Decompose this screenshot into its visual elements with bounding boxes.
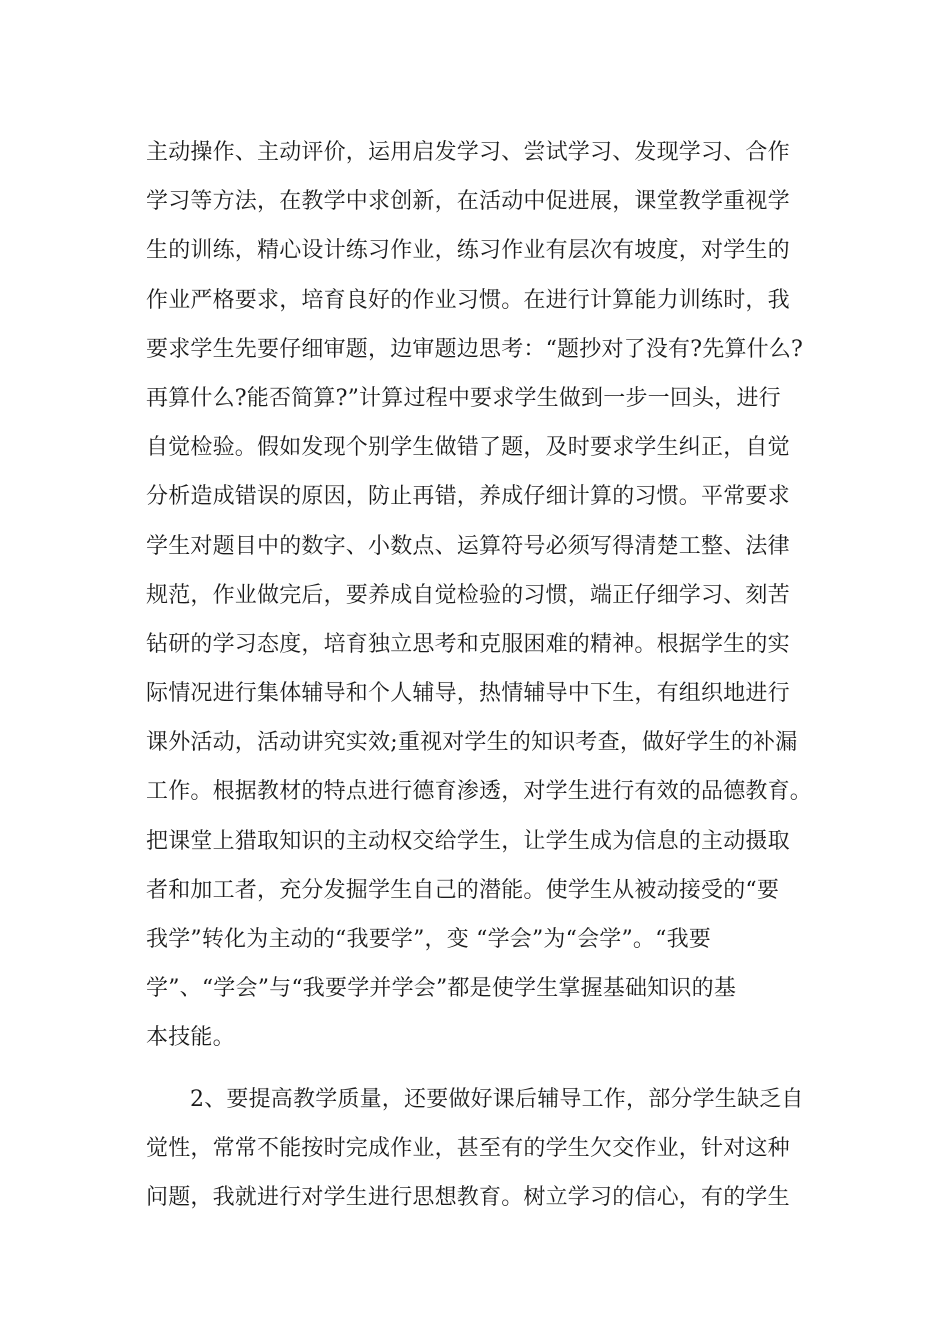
text-line: 把课堂上猎取知识的主动权交给学生，让学生成为信息的主动摄取 bbox=[146, 828, 790, 854]
text-line: 学”、“学会”与“我要学并学会”都是使学生掌握基础知识的基 bbox=[146, 976, 737, 1002]
paragraph-gap bbox=[146, 1063, 816, 1075]
text-line: 课外活动，活动讲究实效;重视对学生的知识考查，做好学生的补漏 bbox=[146, 730, 798, 756]
text-line: 问题，我就进行对学生进行思想教育。树立学习的信心，有的学生 bbox=[146, 1184, 790, 1210]
text-line: 工作。根据教材的特点进行德育渗透，对学生进行有效的品德教育。 bbox=[146, 779, 813, 805]
text-line: 本技能。 bbox=[146, 1025, 235, 1051]
text-line: 学习等方法，在教学中求创新，在活动中促进展，课堂教学重视学 bbox=[146, 189, 790, 215]
text-line: 自觉检验。假如发现个别学生做错了题，及时要求学生纠正，自觉 bbox=[146, 435, 790, 461]
text-line: 钻研的学习态度，培育独立思考和克服困难的精神。根据学生的实 bbox=[146, 631, 790, 657]
text-line: 际情况进行集体辅导和个人辅导，热情辅导中下生，有组织地进行 bbox=[146, 681, 790, 707]
body-text bbox=[146, 128, 816, 1222]
text-line: 再算什么?能否简算?”计算过程中要求学生做到一步一回头，进行 bbox=[146, 385, 781, 411]
text-line: 学生对题目中的数字、小数点、运算符号必须写得清楚工整、法律 bbox=[146, 533, 790, 559]
paragraph-1 bbox=[146, 128, 816, 1063]
text-line: 主动操作、主动评价，运用启发学习、尝试学习、发现学习、合作 bbox=[146, 140, 790, 165]
text-line: 分析造成错误的原因，防止再错，养成仔细计算的习惯。平常要求 bbox=[146, 484, 790, 510]
text-line: 我学”转化为主动的“我要学”，变 “学会”为“会学”。“我要 bbox=[146, 927, 711, 952]
paragraph-2 bbox=[146, 1075, 816, 1223]
text-line-first: 2、要提高教学质量，还要做好课后辅导工作，部分学生缺乏自 bbox=[190, 1086, 804, 1112]
text-line: 生的训练，精心设计练习作业，练习作业有层次有坡度，对学生的 bbox=[146, 238, 790, 264]
text-line: 要求学生先要仔细审题，边审题边思考：“题抄对了没有?先算什么? bbox=[146, 336, 804, 362]
text-line: 规范，作业做完后，要养成自觉检验的习惯，端正仔细学习、刻苦 bbox=[146, 582, 790, 608]
text-line: 作业严格要求，培育良好的作业习惯。在进行计算能力训练时，我 bbox=[146, 287, 790, 313]
text-line: 觉性，常常不能按时完成作业，甚至有的学生欠交作业，针对这种 bbox=[146, 1135, 790, 1161]
text-line: 者和加工者，充分发掘学生自己的潜能。使学生从被动接受的“要 bbox=[146, 877, 780, 903]
